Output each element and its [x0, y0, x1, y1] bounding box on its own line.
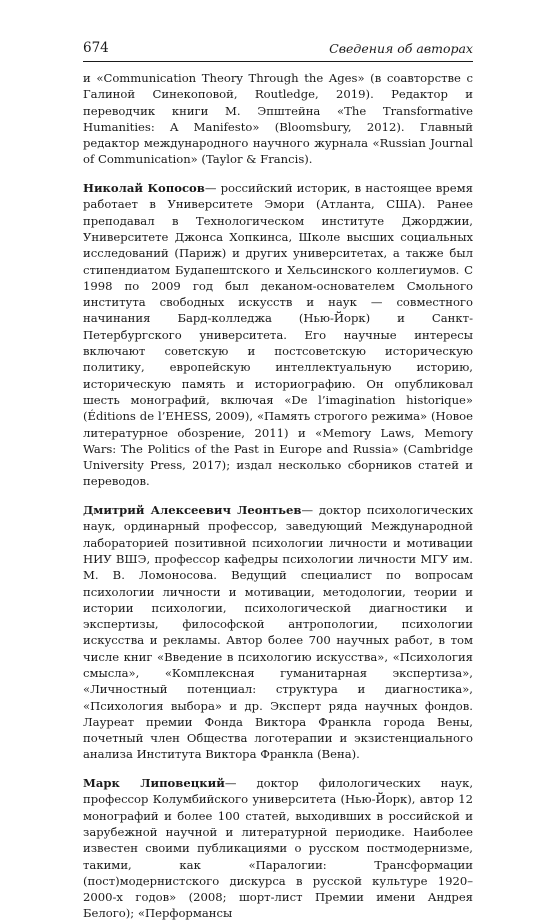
running-head: Сведения об авторах — [329, 41, 473, 56]
page-header — [83, 38, 473, 64]
author-name: Дмитрий Алексеевич Леонтьев — [83, 503, 302, 518]
author-entry-koposov — [83, 180, 473, 490]
page-number: 674 — [83, 40, 109, 56]
page-content — [83, 70, 473, 922]
author-entry-lipovetsky — [83, 775, 473, 922]
entry-text: — российский историк, в настоящее время работает в Университете Эмори (Атланта, США). Ранее преподавал в Технологическом институте Джорджии, Университете Джонса Хопкинса, Школе высших социальных исследований (Париж) и других университетах, а также был стипендиатом Будапештского и Хельсинского коллегиумов. С 1998 по 2009 год был деканом-основателем Смольного института свободных искусств и наук — совместного начинания Бард-колледжа (Нью-Йорк) и Санкт-Петербургского университета. Его научные интересы включают советскую и постсоветскую историческую политику, европейскую интеллектуальную историю, историческую память и историографию. Он опубликовал шесть монографий, включая «De l’imagination historique» (Éditions de l’EHESS, 2009), «Память строгого режима» (Новое литературное обозрение, 2011) и «Memory Laws, Memory Wars: The Politics of the Past in Europe and Russia» (Cambridge University Press, 2017); издал несколько сборников статей и переводов. — [83, 181, 473, 489]
author-name: Николай Копосов — [83, 181, 205, 196]
author-name: Марк Липовецкий — [83, 776, 225, 791]
header-rule — [83, 61, 473, 62]
entry-text: — доктор филологических наук, профессор Колумбийского университета (Нью-Йорк), автор 12 монографий и более 100 статей, выходивших в российской и зарубежной научной и литературной периодике. Наиболее известен своими публикациями о русском постмодернизме, такими, как «Паралогии: Трансформации (пост)модернистского дискурса в русской культуре 1920–2000-х годов» (2008; шорт-лист Премии имени Андрея Белого); «Перформансы — [83, 776, 474, 921]
entry-text: и «Communication Theory Through the Ages» (в соавторстве с Галиной Синекоповой, Routledge, 2019). Редактор и переводчик книги М. Эпштейна «The Transformative Humanities: A Manifesto» (Bloomsbury, 2012). Главный редактор международного научного журнала «Russian Journal of Communication» (Taylor & Francis). — [83, 71, 473, 167]
author-entry-leontiev — [83, 502, 473, 763]
entry-continuation — [83, 70, 473, 168]
entry-text: — доктор психологических наук, ординарный профессор, заведующий Международной лабораторией позитивной психологии личности и мотивации НИУ ВШЭ, профессор кафедры психологии личности МГУ им. М. В. Ломоносова. Ведущий специалист по вопросам психологии личности и мотивации, методологии, теории и истории психологии, психологической диагностики и экспертизы, философской антропологии, психологии искусства и рекламы. Автор более 700 научных работ, в том числе книг «Введение в психологию искусства», «Психология смысла», «Комплексная гуманитарная экспертиза», «Личностный потенциал: структура и диагностика», «Психология выбора» и др. Эксперт ряда научных фондов. Лауреат премии Фонда Виктора Франкла города Вены, почетный член Общества логотерапии и экзистенциального анализа Института Виктора Франкла (Вена). — [83, 503, 473, 762]
